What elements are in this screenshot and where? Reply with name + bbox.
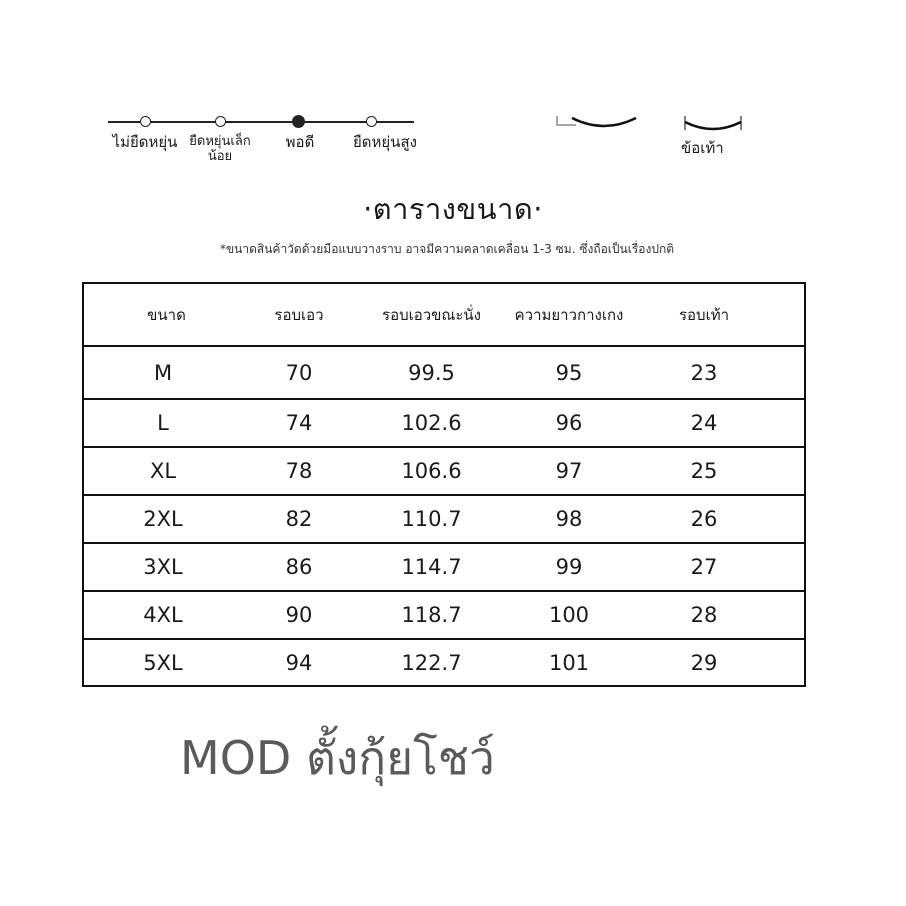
table-row: [84, 400, 804, 448]
ankle-label: ข้อเท้า: [681, 139, 724, 157]
cell-sitting-waist: 102.6: [401, 411, 462, 435]
cell-leg-opening: 23: [690, 360, 718, 385]
table-row: [84, 496, 804, 544]
cell-pants-length: 97: [555, 459, 583, 483]
cell-leg-opening: 27: [690, 555, 718, 579]
table-row: [84, 544, 804, 592]
table-row: [84, 347, 804, 400]
cell-leg-opening: 24: [690, 411, 718, 435]
header-waist: รอบเอว: [274, 305, 324, 324]
cell-waist: 70: [285, 360, 313, 385]
cell-pants-length: 95: [555, 360, 583, 385]
header-sitting-waist: รอบเอวขณะนั่ง: [382, 305, 481, 324]
cell-sitting-waist: 114.7: [401, 555, 462, 579]
stretch-dot-slight: [215, 116, 226, 127]
cell-pants-length: 101: [548, 650, 590, 675]
stretch-dot-fit: [292, 115, 305, 128]
cell-size: M: [153, 360, 173, 385]
cell-waist: 90: [285, 603, 313, 627]
hem-sketch-left: [554, 112, 644, 132]
cell-leg-opening: 29: [690, 650, 718, 675]
cell-sitting-waist: 106.6: [401, 459, 462, 483]
cell-waist: 78: [285, 459, 313, 483]
stretch-dot-none: [140, 116, 151, 127]
header-pants-length: ความยาวกางเกง: [514, 305, 624, 324]
cell-size: L: [157, 411, 169, 435]
stretch-label-fit: พอดี: [285, 133, 315, 151]
cell-waist: 86: [285, 555, 313, 579]
cell-size: 3XL: [143, 555, 183, 579]
cell-sitting-waist: 118.7: [401, 603, 462, 627]
table-row: [84, 448, 804, 496]
cell-size: 5XL: [143, 650, 183, 675]
cell-waist: 94: [285, 650, 313, 675]
header-size: ขนาด: [147, 305, 186, 324]
cell-size: 2XL: [143, 507, 183, 531]
stretch-label-slight: ยืดหยุ่นเล็ก น้อย: [189, 134, 251, 164]
table-header-row: [84, 284, 804, 347]
cell-leg-opening: 25: [690, 459, 718, 483]
size-table: [82, 282, 806, 687]
cell-leg-opening: 26: [690, 507, 718, 531]
cell-pants-length: 99: [555, 555, 583, 579]
stretch-label-none: ไม่ยืดหยุ่น: [112, 133, 178, 151]
table-row: [84, 640, 804, 685]
cell-waist: 74: [285, 411, 313, 435]
cell-size: 4XL: [143, 603, 183, 627]
table-row: [84, 592, 804, 640]
cell-pants-length: 96: [555, 411, 583, 435]
cell-pants-length: 98: [555, 507, 583, 531]
measurement-note: *ขนาดสินค้าวัดด้วยมือแบบวางราบ อาจมีความคลาดเคลื่อน 1-3 ซม. ซึ่งถือเป็นเรื่องปกติ: [219, 242, 675, 256]
cell-pants-length: 100: [548, 603, 590, 627]
cell-sitting-waist: 122.7: [401, 650, 462, 675]
cell-leg-opening: 28: [690, 603, 718, 627]
cell-waist: 82: [285, 507, 313, 531]
hem-sketch-right: [680, 112, 746, 136]
cell-sitting-waist: 99.5: [408, 360, 455, 385]
stretch-label-high: ยืดหยุ่นสูง: [353, 133, 417, 151]
cell-size: XL: [149, 459, 177, 483]
cell-sitting-waist: 110.7: [401, 507, 462, 531]
stretch-scale: [100, 112, 430, 172]
stretch-dot-high: [366, 116, 377, 127]
header-leg-opening: รอบเท้า: [678, 305, 730, 324]
size-chart-title: ·ตารางขนาด·: [363, 192, 543, 226]
brand-name: MOD ตั้งกุ้ยโชว์: [180, 731, 495, 785]
